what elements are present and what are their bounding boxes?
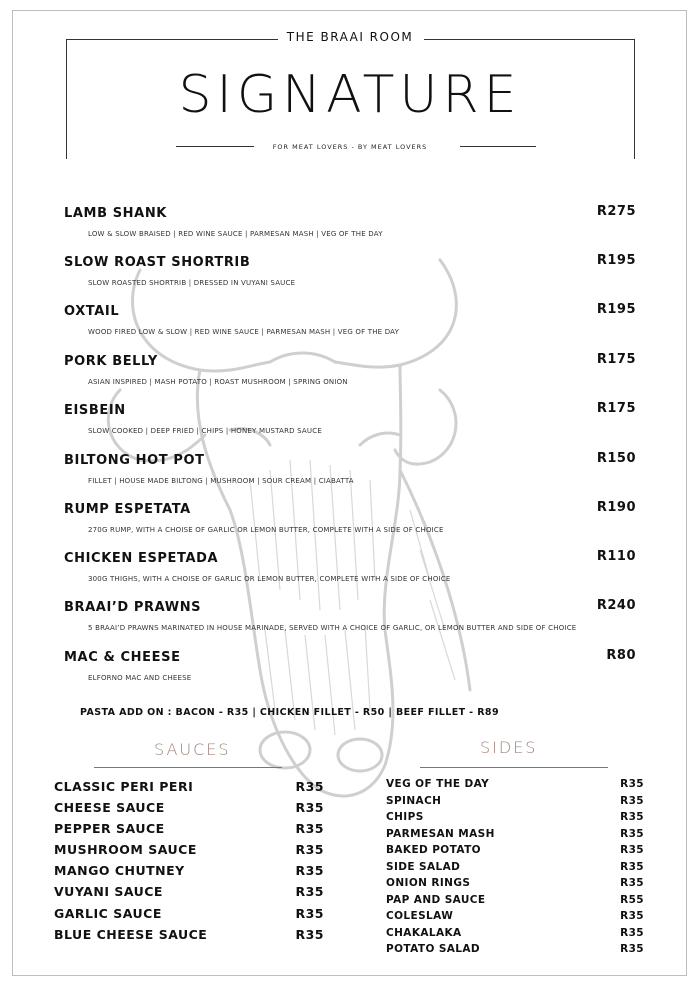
item-name: MAC & CHEESE — [64, 650, 181, 665]
sauce-name: CHEESE SAUCE — [54, 800, 165, 815]
sauce-row — [54, 821, 324, 842]
menu-item — [64, 551, 636, 600]
sauce-price: R35 — [295, 906, 324, 921]
sauce-price: R35 — [295, 821, 324, 836]
item-name: SLOW ROAST SHORTRIB — [64, 255, 251, 270]
sauces-title-underline — [94, 767, 282, 768]
side-price: R35 — [620, 943, 644, 955]
sauce-row — [54, 779, 324, 800]
item-price: R80 — [606, 648, 636, 663]
side-price: R35 — [620, 844, 644, 856]
side-price: R35 — [620, 794, 644, 807]
sauce-name: CLASSIC PERI PERI — [54, 779, 194, 794]
side-price: R35 — [620, 926, 644, 939]
item-description: ELFORNO MAC AND CHEESE — [88, 674, 192, 682]
sauce-row — [54, 842, 324, 863]
item-name: CHICKEN ESPETADA — [64, 551, 219, 566]
side-row — [386, 943, 644, 955]
sauce-price: R35 — [295, 863, 324, 878]
side-row — [386, 795, 644, 812]
item-description: FILLET | HOUSE MADE BILTONG | MUSHROOM | SOUR CREAM | CIABATTA — [88, 477, 354, 485]
item-name: RUMP ESPETATA — [64, 502, 191, 517]
side-row — [386, 811, 644, 828]
sauces-title: SAUCES — [154, 740, 231, 759]
menu-item — [64, 650, 636, 699]
item-name: BILTONG HOT POT — [64, 453, 205, 468]
side-row — [386, 894, 644, 911]
sauce-price: R35 — [295, 779, 324, 794]
side-price: R35 — [620, 877, 644, 889]
side-price: R35 — [620, 778, 644, 790]
menu-item — [64, 403, 636, 452]
item-price: R175 — [596, 401, 636, 416]
side-price: R35 — [620, 811, 644, 823]
sauce-name: MANGO CHUTNEY — [54, 863, 185, 878]
item-description: SLOW ROASTED SHORTRIB | DRESSED IN VUYANI SAUCE — [88, 279, 296, 287]
sauce-price: R35 — [295, 800, 324, 815]
side-price: R35 — [620, 860, 644, 873]
side-name: POTATO SALAD — [386, 943, 481, 955]
menu-item — [64, 600, 636, 649]
sauce-row — [54, 927, 324, 948]
item-description: WOOD FIRED LOW & SLOW | RED WINE SAUCE | PARMESAN MASH | VEG OF THE DAY — [88, 328, 400, 336]
item-price: R195 — [596, 302, 636, 317]
sauce-price: R35 — [295, 842, 324, 857]
item-description: ASIAN INSPIRED | MASH POTATO | ROAST MUSHROOM | SPRING ONION — [88, 378, 348, 386]
item-description: 300G THIGHS, WITH A CHOISE OF GARLIC OR LEMON BUTTER, COMPLETE WITH A SIDE OF CHOICE — [88, 575, 451, 583]
item-price: R240 — [596, 598, 636, 613]
item-price: R110 — [596, 549, 636, 564]
page-title: SIGNATURE — [178, 65, 522, 125]
side-name: PAP AND SAUCE — [386, 893, 486, 906]
menu-item — [64, 354, 636, 403]
side-name: SIDE SALAD — [386, 860, 461, 873]
item-price: R195 — [596, 253, 636, 268]
item-name: BRAAI’D PRAWNS — [64, 600, 202, 615]
sauce-name: VUYANI SAUCE — [54, 884, 163, 899]
side-price: R55 — [620, 893, 644, 906]
item-price: R150 — [596, 451, 636, 466]
item-name: PORK BELLY — [64, 354, 158, 369]
menu-item — [64, 206, 636, 255]
sauce-row — [54, 863, 324, 884]
item-name: OXTAIL — [64, 304, 120, 319]
menu-item — [64, 453, 636, 502]
side-row — [386, 778, 644, 795]
side-row — [386, 844, 644, 861]
side-row — [386, 910, 644, 927]
item-description: 5 BRAAI’D PRAWNS MARINATED IN HOUSE MARINADE, SERVED WITH A CHOICE OF GARLIC, OR LEMON BUTTER AND SIDE OF CHOICE — [88, 624, 577, 632]
pasta-addon-text: PASTA ADD ON : BACON - R35 | CHICKEN FILLET - R50 | BEEF FILLET - R89 — [80, 707, 499, 718]
side-name: CHIPS — [386, 811, 424, 823]
side-name: ONION RINGS — [386, 877, 471, 889]
side-price: R35 — [620, 827, 644, 840]
side-name: VEG OF THE DAY — [386, 778, 490, 790]
sauce-name: MUSHROOM SAUCE — [54, 842, 197, 857]
sauce-row — [54, 884, 324, 905]
sauce-row — [54, 906, 324, 927]
sauce-price: R35 — [295, 927, 324, 942]
side-row — [386, 861, 644, 878]
side-name: CHAKALAKA — [386, 926, 462, 939]
sauce-price: R35 — [295, 884, 324, 899]
header-top-right-line — [424, 39, 635, 40]
header-top-left-line — [66, 39, 278, 40]
side-name: SPINACH — [386, 794, 442, 807]
side-name: BAKED POTATO — [386, 844, 481, 856]
side-price: R35 — [620, 910, 644, 922]
item-price: R190 — [596, 500, 636, 515]
menu-item — [64, 255, 636, 304]
sauce-name: BLUE CHEESE SAUCE — [54, 927, 208, 942]
item-name: EISBEIN — [64, 403, 126, 418]
sauce-name: PEPPER SAUCE — [54, 821, 165, 836]
item-price: R275 — [596, 204, 636, 219]
side-row — [386, 877, 644, 894]
sides-title-underline — [420, 767, 608, 768]
menu-item — [64, 502, 636, 551]
side-name: PARMESAN MASH — [386, 827, 495, 840]
item-price: R175 — [596, 352, 636, 367]
item-description: 270G RUMP, WITH A CHOISE OF GARLIC OR LEMON BUTTER, COMPLETE WITH A SIDE OF CHOICE — [88, 526, 444, 534]
tagline: FOR MEAT LOVERS - BY MEAT LOVERS — [272, 143, 428, 151]
menu-item — [64, 304, 636, 353]
side-row — [386, 927, 644, 944]
sides-title: SIDES — [480, 738, 538, 757]
item-description: LOW & SLOW BRAISED | RED WINE SAUCE | PARMESAN MASH | VEG OF THE DAY — [88, 230, 383, 238]
sauce-row — [54, 800, 324, 821]
item-description: SLOW COOKED | DEEP FRIED | CHIPS | HONEY MUSTARD SAUCE — [88, 427, 322, 435]
side-row — [386, 828, 644, 845]
restaurant-name: THE BRAAI ROOM — [286, 30, 414, 44]
item-name: LAMB SHANK — [64, 206, 167, 221]
sauce-name: GARLIC SAUCE — [54, 906, 162, 921]
side-name: COLESLAW — [386, 910, 454, 922]
